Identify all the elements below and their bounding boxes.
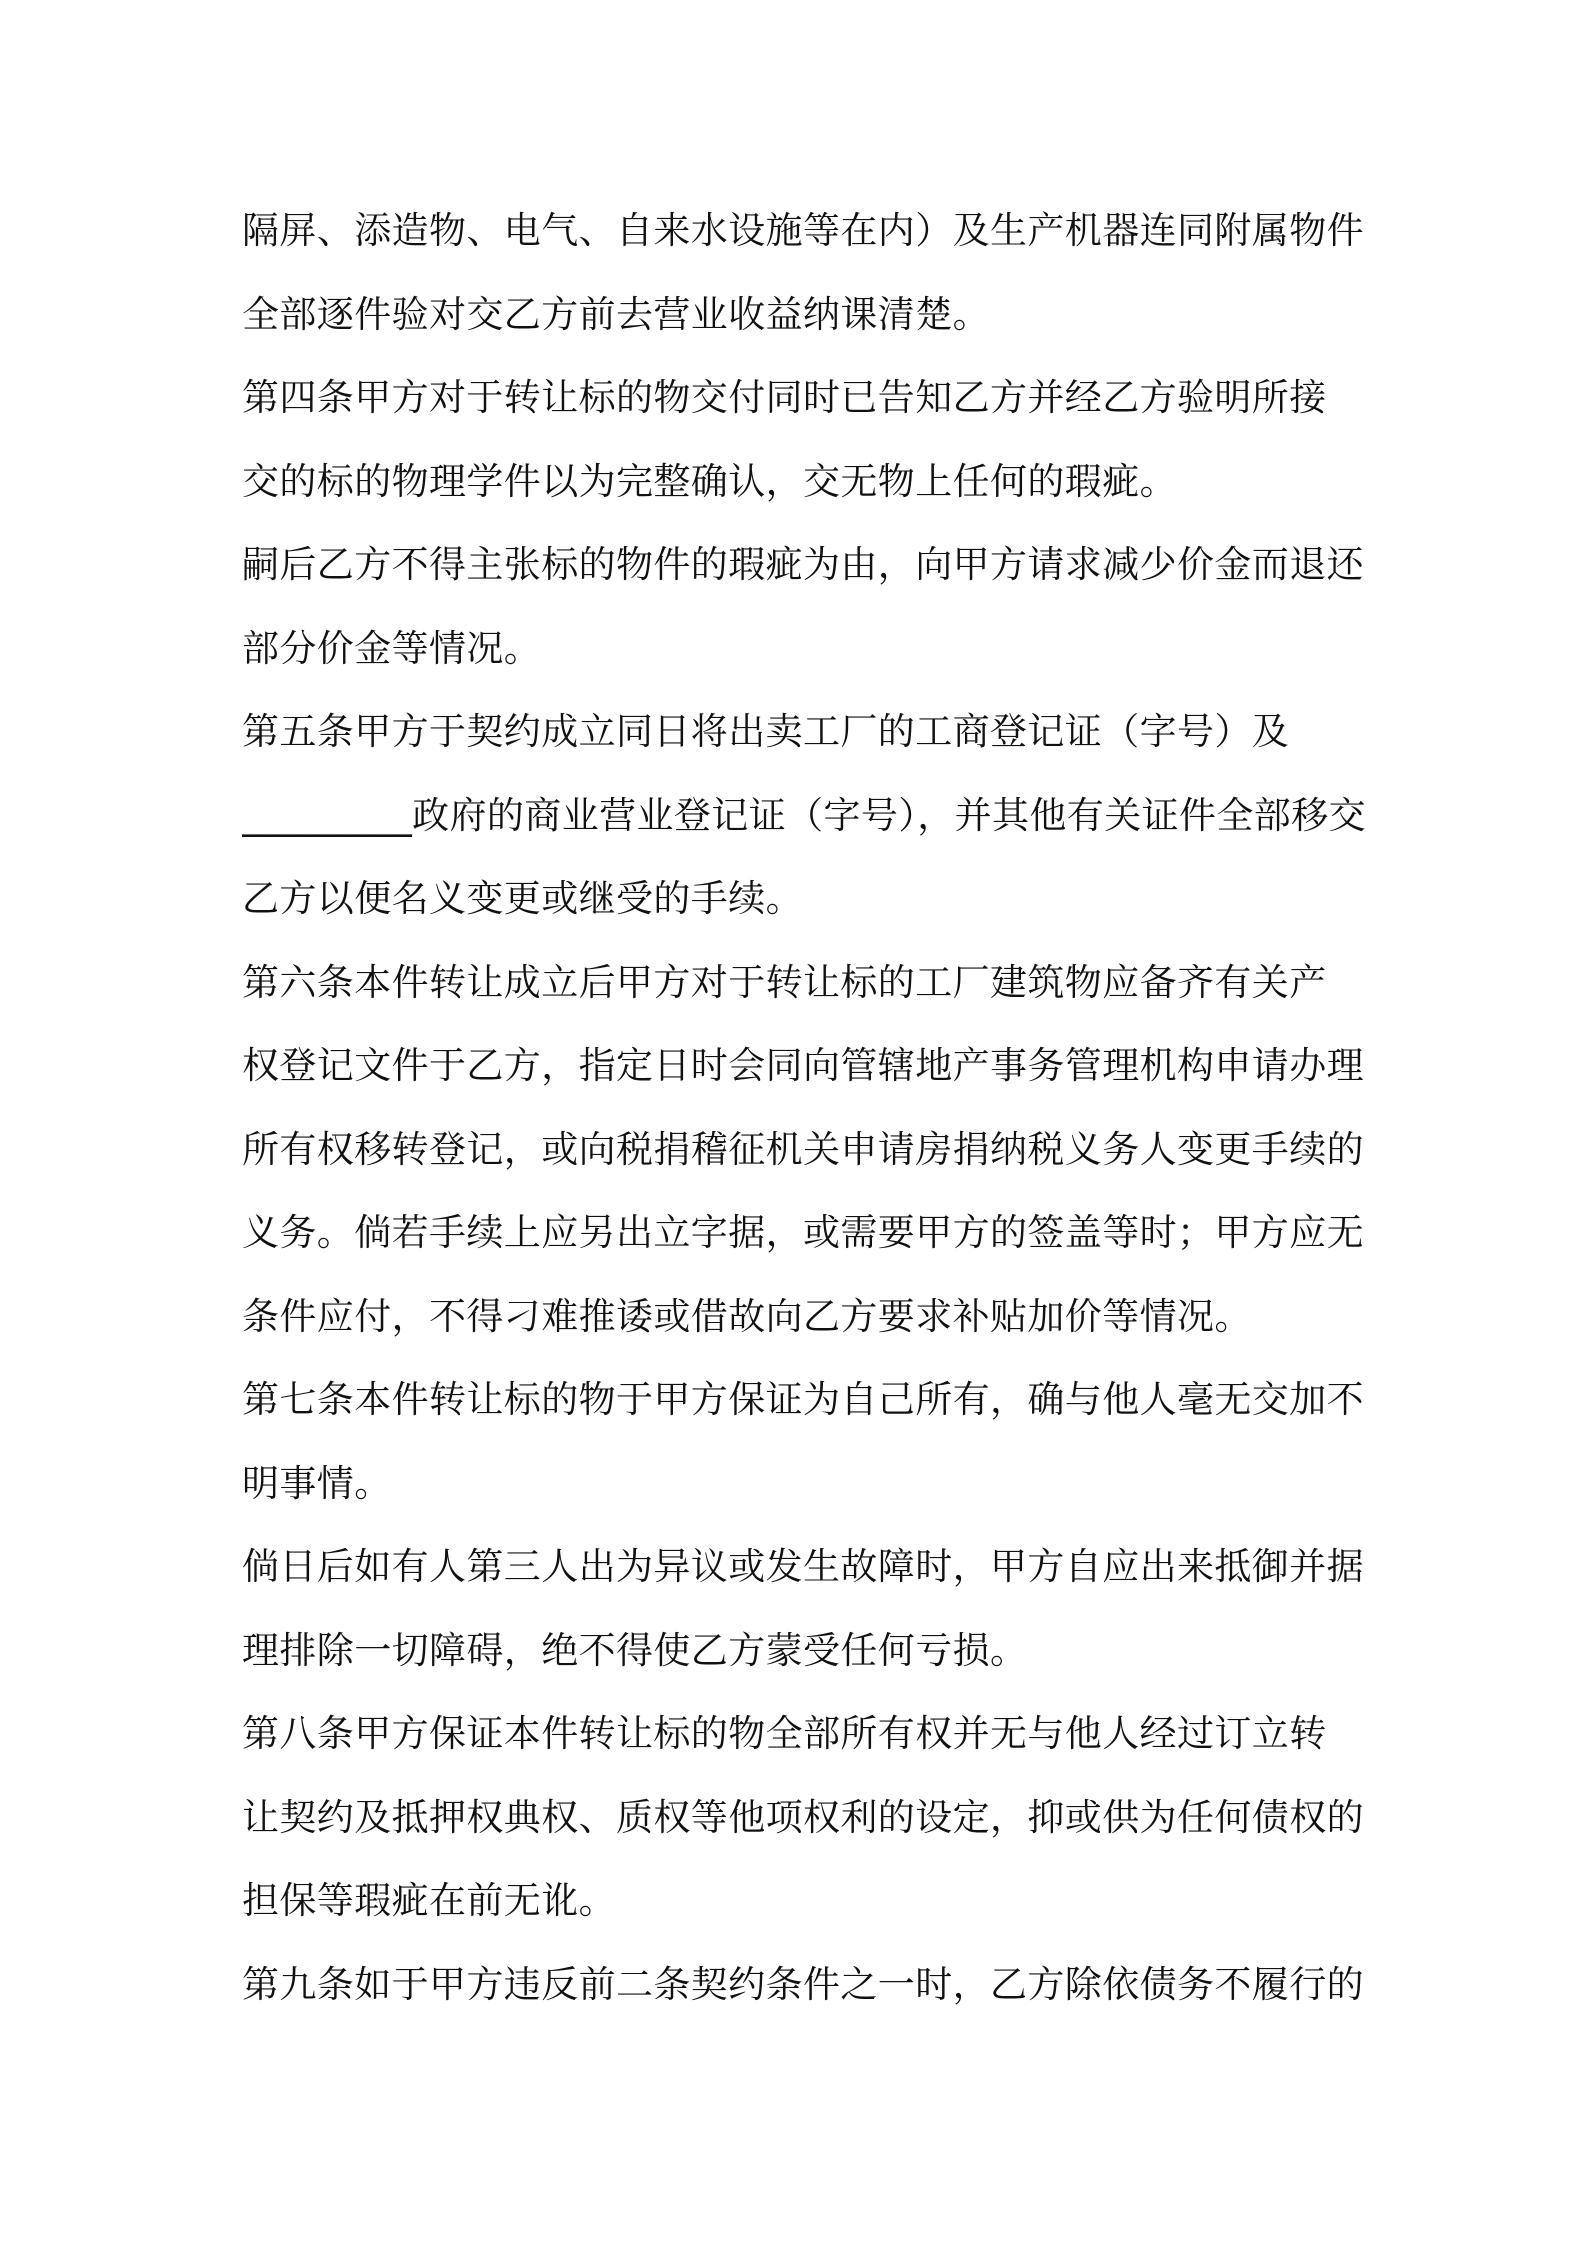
- text-line: 理排除一切障碍，绝不得使乙方蒙受任何亏损。: [242, 1629, 1028, 1672]
- text-line: 第九条如于甲方违反前二条契约条件之一时，乙方除依债务不履行的: [242, 1963, 1364, 2006]
- text-line: 部分价金等情况。: [242, 627, 542, 670]
- text-line: 隔屏、添造物、电气、自来水设施等在内）及生产机器连同附属物件: [242, 209, 1364, 252]
- text-line: 权登记文件于乙方，指定日时会同向管辖地产事务管理机构申请办理: [242, 1044, 1364, 1087]
- text-line: 明事情。: [242, 1462, 392, 1505]
- text-line: 担保等瑕疵在前无讹。: [242, 1879, 616, 1922]
- text-line: 倘日后如有人第三人出为异议或发生故障时，甲方自应出来抵御并据: [242, 1545, 1364, 1588]
- text-line: 所有权移转登记，或向税捐稽征机关申请房捐纳税义务人变更手续的: [242, 1128, 1364, 1171]
- text-line: 交的标的物理学件以为完整确认，交无物上任何的瑕疵。: [242, 460, 1177, 503]
- text-line: 全部逐件验对交乙方前去营业收益纳课清楚。: [242, 293, 990, 336]
- text-line: 嗣后乙方不得主张标的物件的瑕疵为由，向甲方请求减少价金而退还: [242, 543, 1364, 586]
- text-line: 第五条甲方于契约成立同日将出卖工厂的工商登记证（字号）及: [242, 710, 1290, 753]
- text-line: 第八条甲方保证本件转让标的物全部所有权并无与他人经过订立转: [242, 1712, 1327, 1755]
- text-line: 让契约及抵押权典权、质权等他项权利的设定，抑或供为任何债权的: [242, 1796, 1364, 1839]
- text-line: 乙方以便名义变更或继受的手续。: [242, 877, 803, 920]
- text-line: _________政府的商业营业登记证（字号），并其他有关证件全部移交: [242, 794, 1366, 837]
- text-line: 第六条本件转让成立后甲方对于转让标的工厂建筑物应备齐有关产: [242, 961, 1327, 1004]
- text-line: 义务。倘若手续上应另出立字据，或需要甲方的签盖等时；甲方应无: [242, 1211, 1364, 1254]
- text-line: 条件应付，不得刁难推诿或借故向乙方要求补贴加价等情况。: [242, 1295, 1252, 1338]
- text-line: 第七条本件转让标的物于甲方保证为自己所有，确与他人毫无交加不: [242, 1378, 1364, 1421]
- text-line: 第四条甲方对于转让标的物交付同时已告知乙方并经乙方验明所接: [242, 376, 1327, 419]
